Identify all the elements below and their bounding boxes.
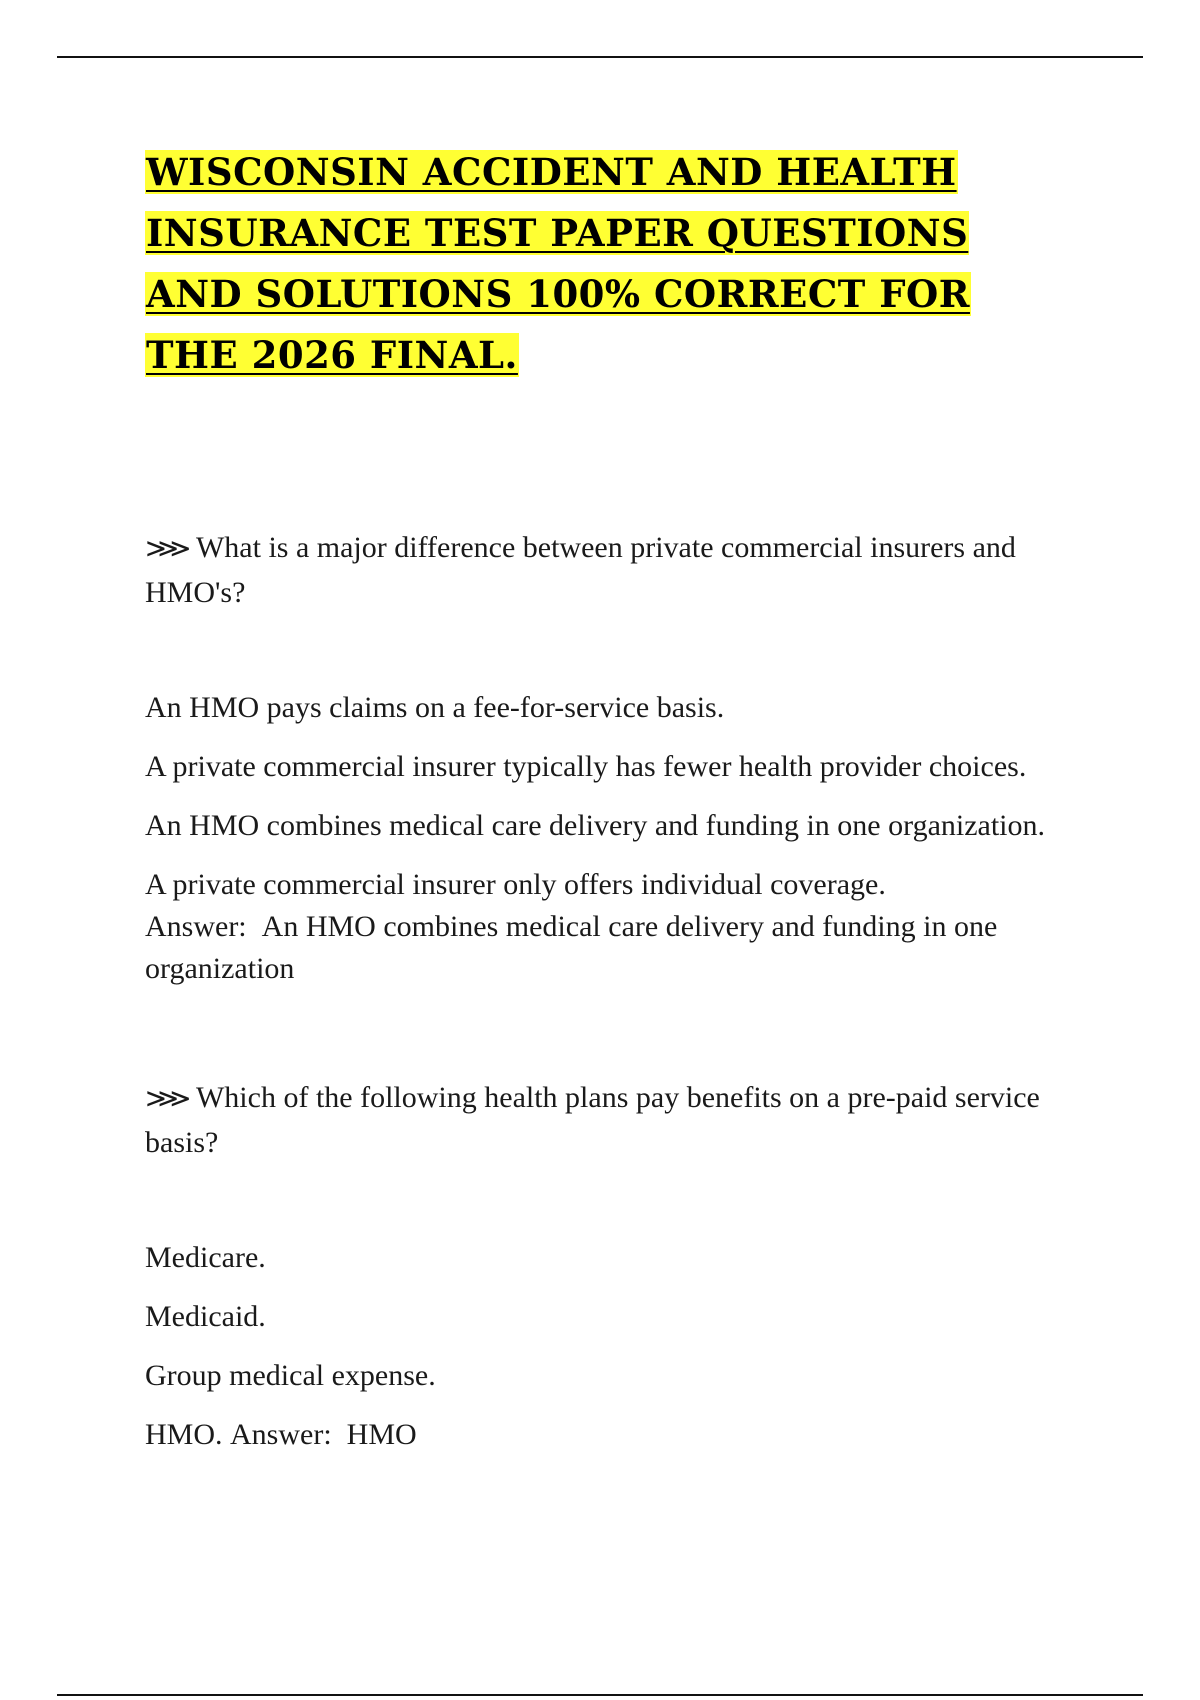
question-1 bbox=[145, 526, 1045, 615]
question-2-prompt: Which of the following health plans pay benefits on a pre-paid service basis? bbox=[145, 1081, 1040, 1159]
document-body bbox=[145, 142, 1045, 1456]
answer-text: HMO bbox=[346, 1418, 417, 1451]
bottom-rule bbox=[57, 1694, 1143, 1696]
option-text: HMO. bbox=[145, 1418, 223, 1451]
question-1-prompt: What is a major difference between private commercial insurers and HMO's? bbox=[145, 531, 1016, 609]
option: Medicare. bbox=[145, 1241, 266, 1274]
answer-label: Answer: bbox=[145, 910, 247, 943]
bullet-arrow-icon: ⋙ bbox=[145, 1084, 192, 1113]
top-rule bbox=[57, 56, 1143, 58]
option: An HMO pays claims on a fee-for-service basis. bbox=[145, 691, 725, 724]
question-1-options bbox=[145, 687, 1045, 906]
option: Group medical expense. bbox=[145, 1359, 436, 1392]
option: An HMO combines medical care delivery and funding in one organization. bbox=[145, 809, 1046, 842]
question-1-answer bbox=[145, 906, 1045, 990]
title-highlight: WISCONSIN ACCIDENT AND HEALTH INSURANCE TEST PAPER QUESTIONS AND SOLUTIONS 100% CORRECT FOR THE 2026 FINAL. bbox=[146, 150, 970, 377]
bullet-arrow-icon: ⋙ bbox=[145, 534, 192, 563]
option: A private commercial insurer only offers individual coverage. bbox=[145, 868, 886, 901]
document-title bbox=[145, 142, 1045, 386]
answer-label: Answer: bbox=[230, 1418, 332, 1451]
option: Medicaid. bbox=[145, 1300, 266, 1333]
question-2-options bbox=[145, 1237, 1045, 1456]
option-with-answer bbox=[145, 1414, 1045, 1456]
answer-text: An HMO combines medical care delivery and funding in one organization bbox=[145, 910, 998, 985]
question-2 bbox=[145, 1076, 1045, 1165]
option: A private commercial insurer typically has fewer health provider choices. bbox=[145, 750, 1027, 783]
